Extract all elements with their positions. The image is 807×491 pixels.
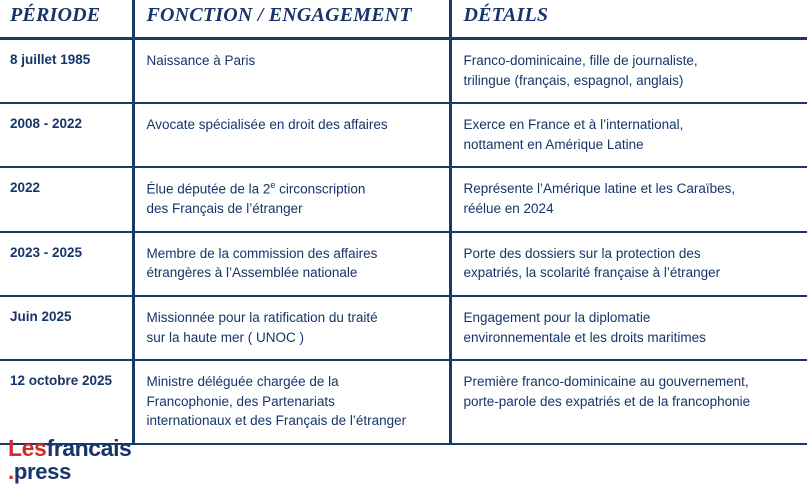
cell-text-line: étrangères à l’Assemblée nationale bbox=[146, 265, 358, 281]
cell-fonction bbox=[133, 103, 450, 167]
table-header-row bbox=[0, 0, 807, 39]
logo-les: Les bbox=[8, 435, 47, 461]
cell-text-line: Membre de la commission des affaires bbox=[146, 245, 378, 261]
cell-text-line: Engagement pour la diplomatie bbox=[463, 310, 651, 325]
cell-period: Juin 2025 bbox=[0, 296, 133, 360]
cell-period: 2023 - 2025 bbox=[0, 232, 133, 296]
cell-text-line: Élue députée de la 2e circonscription bbox=[146, 180, 366, 197]
cell-text-line: Franco-dominicaine, fille de journaliste, bbox=[463, 53, 698, 68]
table-row bbox=[0, 103, 807, 167]
column-header-period: PÉRIODE bbox=[0, 0, 133, 39]
cell-text-line: Première franco-dominicaine au gouvernement, bbox=[463, 374, 749, 390]
column-header-fonction: FONCTION / ENGAGEMENT bbox=[133, 0, 450, 39]
cell-details bbox=[450, 103, 807, 167]
cell-text-line: réélue en 2024 bbox=[463, 200, 554, 216]
cell-details bbox=[450, 39, 807, 104]
cell-details bbox=[450, 360, 807, 444]
cell-text-line: Naissance à Paris bbox=[146, 53, 256, 68]
cell-text-line: nottament en Amérique Latine bbox=[463, 136, 644, 152]
cell-text-line: Avocate spécialisée en droit des affaires bbox=[146, 117, 388, 133]
cell-period: 12 octobre 2025 bbox=[0, 360, 133, 444]
table-row bbox=[0, 360, 807, 444]
cell-text-line: des Français de l’étranger bbox=[146, 201, 303, 217]
table-header bbox=[0, 0, 807, 39]
cell-text-line: trilingue (français, espagnol, anglais) bbox=[463, 72, 684, 88]
cell-details bbox=[450, 167, 807, 232]
cell-text-line: Ministre déléguée chargée de la bbox=[146, 374, 339, 390]
cell-fonction bbox=[133, 232, 450, 296]
cell-text-line: Missionnée pour la ratification du traité bbox=[146, 310, 378, 325]
logo-press: press bbox=[13, 459, 72, 484]
logo-dot: . bbox=[8, 459, 14, 484]
publisher-logo bbox=[8, 437, 268, 483]
logo-line-one bbox=[8, 437, 268, 460]
table-row bbox=[0, 296, 807, 360]
cell-fonction bbox=[133, 39, 450, 104]
cell-text-line: sur la haute mer ( UNOC ) bbox=[146, 329, 305, 345]
cell-details bbox=[450, 296, 807, 360]
table-row bbox=[0, 232, 807, 296]
cell-fonction bbox=[133, 296, 450, 360]
cell-fonction bbox=[133, 167, 450, 232]
cell-text-line: Francophonie, des Partenariats bbox=[146, 393, 335, 409]
column-header-details: DÉTAILS bbox=[450, 0, 807, 39]
cell-fonction bbox=[133, 360, 450, 444]
cell-text-line: porte-parole des expatriés et de la francophonie bbox=[463, 393, 751, 409]
cell-text-line: environnementale et les droits maritimes bbox=[463, 329, 706, 345]
table-body bbox=[0, 39, 807, 444]
cell-text-line: Porte des dossiers sur la protection des bbox=[463, 245, 701, 261]
cell-text-line: Exerce en France et à l’international, bbox=[463, 117, 684, 133]
cell-text-line: expatriés, la scolarité française à l’étranger bbox=[463, 265, 721, 281]
cell-text-line: internationaux et des Français de l’étranger bbox=[146, 413, 407, 429]
logo-francais: francais bbox=[46, 435, 132, 461]
cell-period: 8 juillet 1985 bbox=[0, 39, 133, 104]
logo-line-two bbox=[8, 461, 268, 483]
cell-details bbox=[450, 232, 807, 296]
cell-period: 2022 bbox=[0, 167, 133, 232]
table-row bbox=[0, 39, 807, 104]
cell-text-line: Représente l’Amérique latine et les Caraïbes, bbox=[463, 181, 736, 197]
logo-text bbox=[8, 437, 268, 483]
cell-period: 2008 - 2022 bbox=[0, 103, 133, 167]
table-row bbox=[0, 167, 807, 232]
